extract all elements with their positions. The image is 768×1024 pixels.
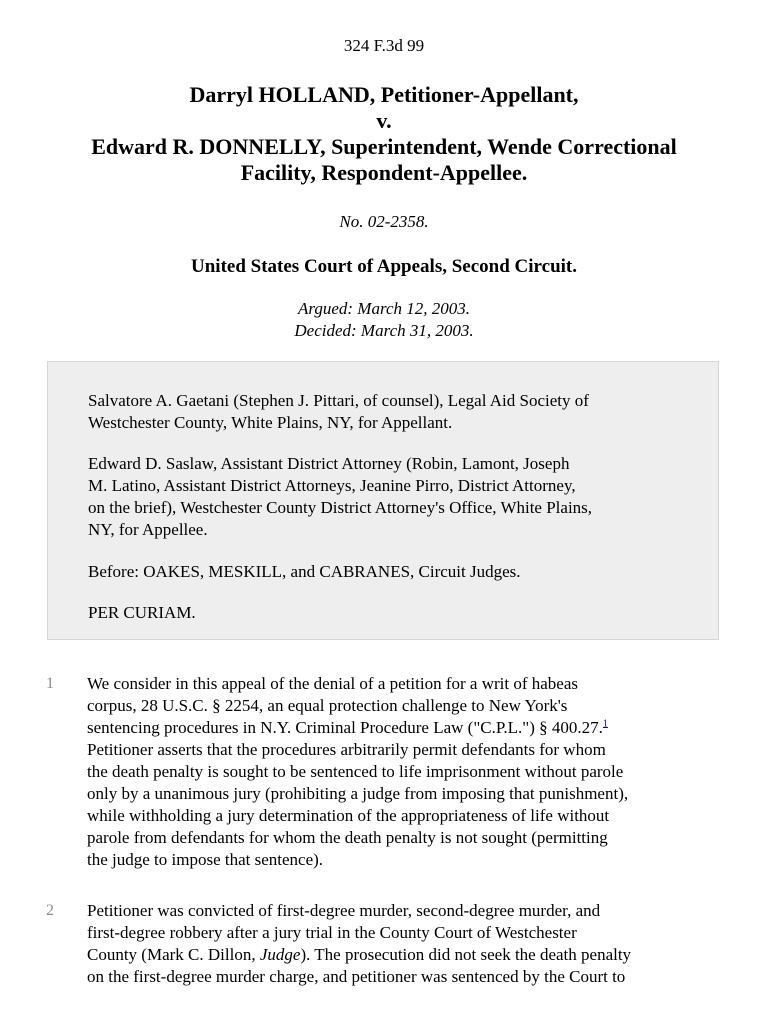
- appellant-counsel-line: Westchester County, White Plains, NY, for Appellant.: [88, 413, 453, 432]
- appellee-counsel-line: M. Latino, Assistant District Attorneys, Jeanine Pirro, District Attorney,: [88, 476, 576, 495]
- text-line-tail: ). The prosecution did not seek the death penalty: [300, 945, 632, 964]
- text-line: corpus, 28 U.S.C. § 2254, an equal protection challenge to New York's: [87, 696, 568, 715]
- appellee-counsel-line: Edward D. Saslaw, Assistant District Attorney (Robin, Lamont, Joseph: [88, 454, 570, 473]
- appellee-counsel-line: NY, for Appellee.: [88, 520, 208, 539]
- text-line: the death penalty is sought to be sentenced to life imprisonment without parole: [87, 762, 624, 781]
- appellant-counsel: [88, 390, 688, 434]
- text-line: parole from defendants for whom the death penalty is not sought (permitting: [87, 828, 608, 847]
- counsel-panel: [47, 361, 719, 640]
- versus: v.: [376, 108, 392, 133]
- per-curiam: PER CURIAM.: [88, 603, 196, 622]
- text-line: while withholding a jury determination of the appropriateness of life without: [87, 806, 610, 825]
- text-line: sentencing procedures in N.Y. Criminal Procedure Law ("C.P.L.") § 400.27.: [87, 718, 603, 737]
- paragraph-number: 2: [46, 902, 54, 919]
- case-caption: [40, 82, 728, 186]
- court-name: United States Court of Appeals, Second Circuit.: [191, 256, 577, 277]
- argued-date: Argued: March 12, 2003.: [297, 299, 471, 318]
- appellee-counsel: [88, 453, 688, 541]
- text-line: first-degree robbery after a jury trial in the County Court of Westchester: [87, 923, 577, 942]
- appellant-counsel-line: Salvatore A. Gaetani (Stephen J. Pittari, of counsel), Legal Aid Society of: [88, 391, 589, 410]
- case-dates: [0, 298, 768, 342]
- case-citation: 324 F.3d 99: [343, 36, 425, 55]
- text-line: Petitioner asserts that the procedures arbitrarily permit defendants for whom: [87, 740, 606, 759]
- text-line: County (Mark C. Dillon,: [87, 945, 260, 964]
- appellee-name-line1: Edward R. DONNELLY, Superintendent, Wende Correctional: [91, 134, 677, 159]
- text-line: only by a unanimous jury (prohibiting a judge from imposing that punishment),: [87, 784, 629, 803]
- judge-title: Judge: [259, 945, 301, 964]
- text-line: the judge to impose that sentence).: [87, 850, 324, 869]
- paragraph-number: 1: [46, 675, 54, 692]
- paragraph-text: [87, 900, 727, 988]
- paragraph-text: [87, 673, 727, 871]
- docket-number: No. 02-2358.: [339, 212, 429, 231]
- appellee-name-line2: Facility, Respondent-Appellee.: [240, 160, 528, 185]
- text-line: We consider in this appeal of the denial of a petition for a writ of habeas: [87, 674, 578, 693]
- decided-date: Decided: March 31, 2003.: [294, 321, 474, 340]
- text-line: Petitioner was convicted of first-degree murder, second-degree murder, and: [87, 901, 601, 920]
- panel-judges: Before: OAKES, MESKILL, and CABRANES, Circuit Judges.: [88, 562, 521, 581]
- text-line: on the first-degree murder charge, and petitioner was sentenced by the Court to: [87, 967, 626, 986]
- footnote-link[interactable]: 1: [602, 718, 608, 730]
- appellee-counsel-line: on the brief), Westchester County District Attorney's Office, White Plains,: [88, 498, 593, 517]
- appellant-name: Darryl HOLLAND, Petitioner-Appellant,: [189, 82, 579, 107]
